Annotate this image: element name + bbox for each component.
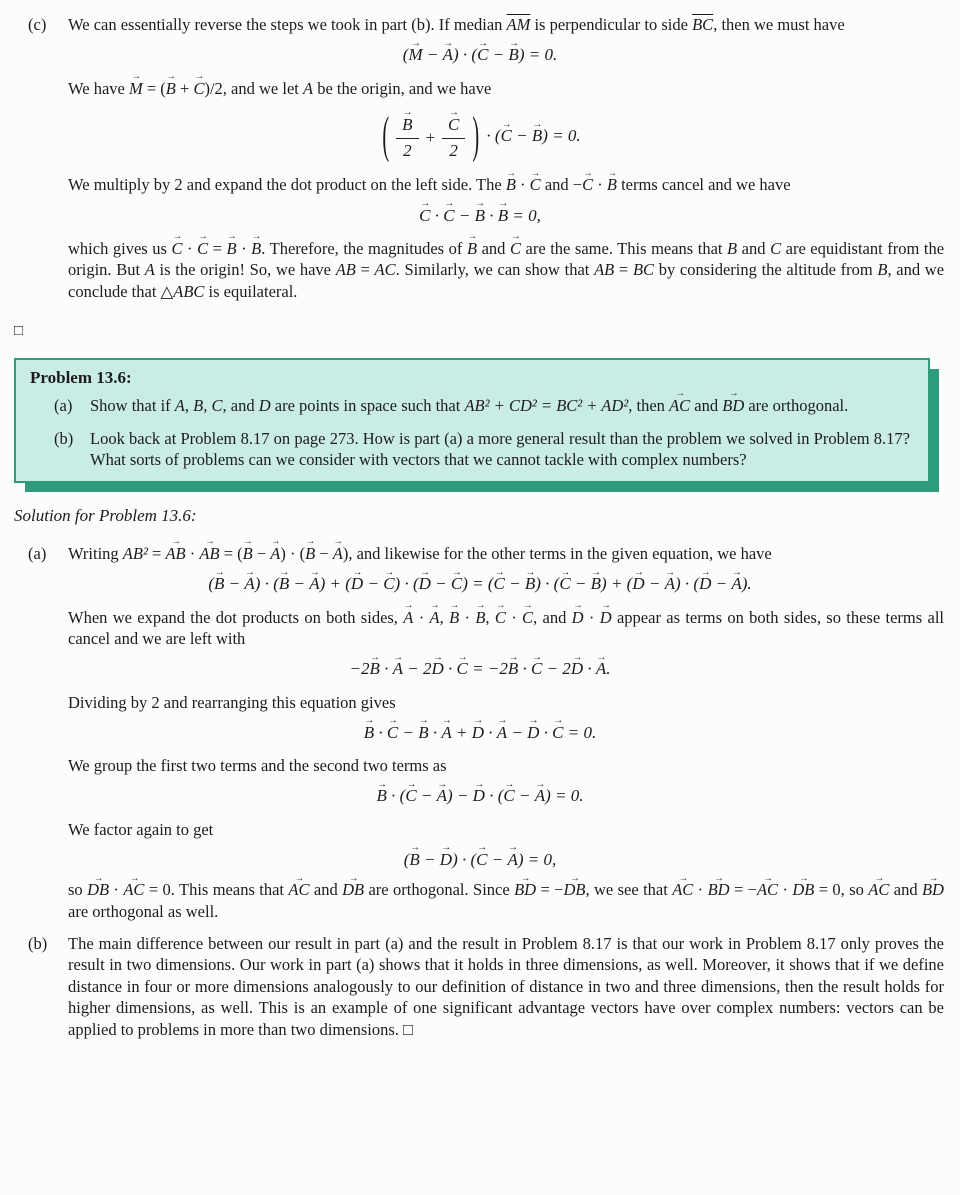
part-c-intro-text: We can essentially reverse the steps we took in part (b). If median $\overline{AM}$ is perpendicular to side $\overline{BC}$, then we must have — [68, 15, 845, 34]
equation-fraction-tail: · (C → − B →) = 0. — [482, 126, 581, 145]
problem-item-a-text: Show that if A, B, C, and D are points in space such that AB² + CD² = BC² + AD², then AC → and BD → are orthogonal. — [90, 396, 848, 415]
solution-b-text: The main difference between our result in part (a) and the result in Problem 8.17 is that our work in Problem 8.17 only proves the result in two dimensions. Our work in part (a) shows that it holds in three dimensions, as well. Moreover, it shows that if we define distance in four or more dimensions analogously to our definition of distance in two and three dimensions, then the result holds for higher dimensions, as well. This is an example of one significant advantage vectors have over complex numbers: vectors can be applied to problems in more than two dimensions. □ — [68, 933, 944, 1039]
problem-item-b-label: (b) — [54, 429, 74, 449]
equation-perpendicular: (M → − A →) · (C → − B →) = 0. — [0, 44, 960, 66]
qed-open-square: □ — [14, 323, 24, 339]
solution-part-a — [0, 543, 960, 922]
part-c-label: (c) — [28, 15, 47, 34]
solution-a-conclusion — [68, 879, 944, 922]
equation-fraction — [0, 109, 960, 165]
dividing-line-text: Dividing by 2 and rearranging this equation gives — [68, 692, 396, 712]
equation-neg2-terms: −2B → · A → − 2D → · C → = −2B → · C → − 2D → · A →. — [0, 658, 960, 680]
close-paren: ) — [472, 109, 480, 165]
median-line-text: We have M → = (B → + C →)/2, and we let A be the origin, and we have — [68, 79, 491, 98]
writing-line-text: Writing AB² = AB → · AB → = (B → − A →) · (B → − A →), and likewise for the other terms in the given equation, we have — [68, 544, 772, 563]
solution-a-factor-line — [68, 819, 944, 840]
plus-operator: + — [424, 127, 436, 147]
part-c-conclusion — [68, 238, 944, 302]
part-c-item — [28, 14, 944, 35]
problem-title: Problem 13.6: — [30, 367, 132, 387]
equation-factored: (B → − D →) · (C → − A →) = 0, — [0, 849, 960, 871]
part-c-median-line — [68, 78, 944, 99]
equation-cancel: C → · C → − B → · B → = 0, — [0, 205, 960, 227]
expand-line-text: We multiply by 2 and expand the dot product on the left side. The B → · C → and −C → · B → terms cancel and we have — [68, 175, 791, 194]
solution-b-label: (b) — [28, 933, 48, 953]
solution-part-b — [28, 933, 944, 1040]
factor-line-text: We factor again to get — [68, 819, 214, 839]
conclusion-text: which gives us C → · C → = B → · B →. Therefore, the magnitudes of B → and C → are the same. This means that B and C are equidistant from the origin. But A is the origin! So, we have AB = AC. Similarly, we can show that AB = BC by considering the altitude from B, and we conclude that △ABC is equilateral. — [68, 239, 944, 301]
problem-item-a-label: (a) — [54, 395, 73, 415]
solution-a-dividing-line — [68, 692, 944, 713]
solution-a-label: (a) — [28, 544, 47, 563]
fraction-denominator: 2 — [449, 141, 458, 161]
expand-line-text: When we expand the dot products on both sides, A → · A →, B → · B →, C → · C →, and D → · D → appear as terms on both sides, so these terms all cancel and we are left with — [68, 608, 944, 648]
part-c-section — [0, 14, 960, 302]
problem-item-b-text: Look back at Problem 8.17 on page 273. How is part (a) a more general result than the problem we solved in Problem 8.17? What sorts of problems can we consider with vectors that we cannot tackle with complex numbers? — [90, 429, 910, 470]
fraction-c-over-2 — [442, 113, 465, 162]
fraction-numerator: B → — [396, 113, 418, 139]
problem-item-b — [54, 428, 910, 471]
equation-rearranged: B → · C → − B → · A → + D → · A → − D → · C → = 0. — [0, 722, 960, 744]
problem-item-a — [54, 395, 910, 416]
group-line-text: We group the first two terms and the second two terms as — [68, 756, 447, 776]
fraction-numerator: C → — [442, 113, 465, 139]
part-c-expand-line — [68, 174, 944, 195]
solution-a-item — [28, 543, 944, 564]
equation-main-expansion: (B → − A →) · (B → − A →) + (D → − C →) · (D → − C →) = (C → − B →) · (C → − B →) + (D → − A →) · (D → − A →). — [0, 573, 960, 595]
problem-box — [14, 358, 930, 483]
equation-grouped: B → · (C → − A →) − D → · (C → − A →) = 0. — [0, 785, 960, 807]
fraction-denominator: 2 — [403, 141, 412, 161]
conclusion-text: so DB → · AC → = 0. This means that AC → and DB → are orthogonal. Since BD → = −DB →, we see that AC → · BD → = −AC → · DB → = 0, so AC → and BD → are orthogonal as well. — [68, 880, 944, 920]
fraction-b-over-2 — [396, 113, 418, 162]
open-paren: ( — [382, 109, 390, 165]
solution-heading: Solution for Problem 13.6: — [14, 505, 197, 525]
solution-a-group-line — [68, 755, 944, 776]
solution-a-expand-line — [68, 607, 944, 650]
